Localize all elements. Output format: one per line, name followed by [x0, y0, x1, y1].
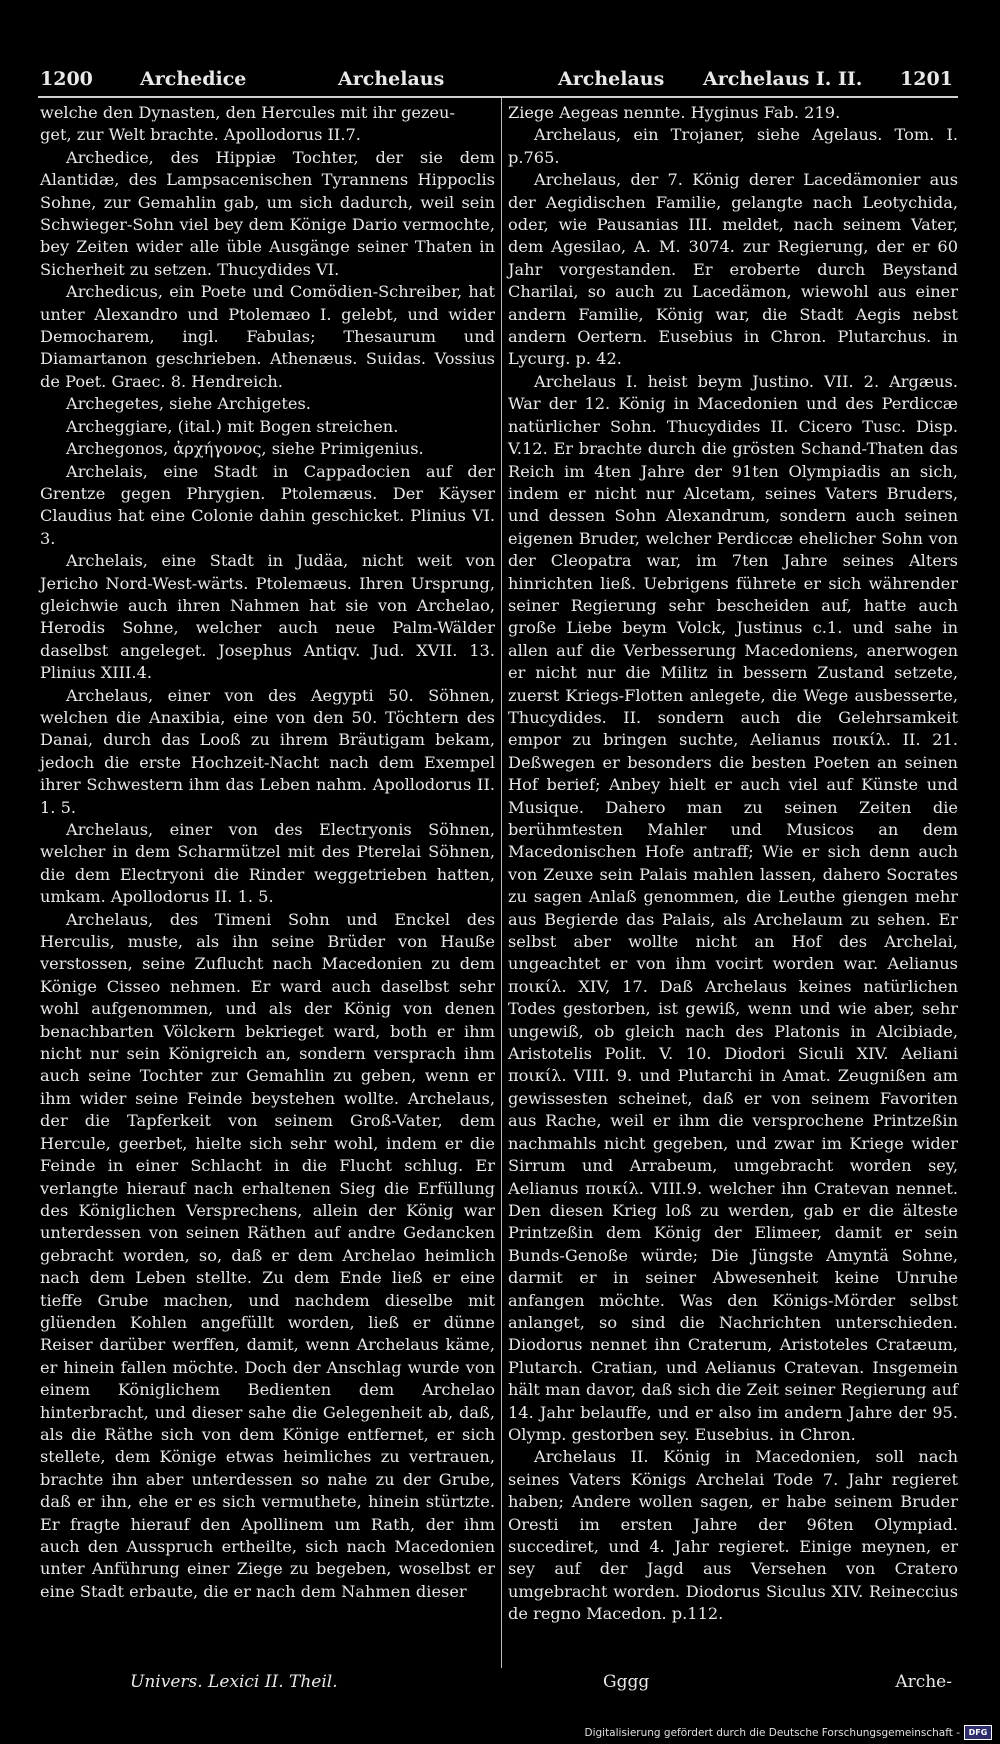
- entry-archelaus-electryonis: Archelaus, einer von des Electryonis Söhnen, welcher in dem Scharmützel mit des Pterelai Söhnen, die dem Electryoni die Rinder weggetrieben hatten, umkam. Apollodorus II. 1. 5.: [40, 820, 495, 907]
- running-header: [38, 62, 958, 96]
- page-footer: [38, 1672, 958, 1698]
- header-word-1: Archedice: [140, 68, 247, 90]
- left-column: [40, 102, 495, 1603]
- entry-archelaus-ii: Archelaus II. König in Macedonien, soll nach seines Vaters Königs Archelai Tode 7. Jahr regieret haben; Andere wollen sagen, er habe seinem Bruder Oresti im ersten Jahre der 96ten Olympiad. succediret, und 4. Jahr regieret. Einige meynen, er sey auf der Jagd aus Versehen von Cratero umgebracht worden. Diodorus Siculus XIV. Reineccius de regno Macedon. p.112.: [508, 1447, 958, 1624]
- entry-paragraph: welche den Dynasten, den Hercules mit ihr gezeu-: [40, 103, 455, 122]
- signature-line: Univers. Lexici II. Theil.: [130, 1672, 338, 1692]
- entry-archelaus-i: Archelaus I. heist beym Justino. VII. 2. Argæus. War der 12. König in Macedonien und des Perdiccæ natürlicher Sohn. Thucydides II. Cicero Tusc. Disp. V.12. Er brachte durch die grösten Schand-Thaten das Reich im 4ten Jahre der 91ten Olympiadis an sich, indem er nicht nur Alcetam, seines Vaters Bruders, und dessen Sohn Alexandrum, sondern auch seinen eigenen Bruder, welcher Perdiccæ ehelicher Sohn von der Cleopatra war, im 7ten Jahre seines Alters hinrichten ließ. Uebrigens führete er sich währender seiner Regierung sehr bescheiden auf, hatte auch große Liebe beym Volck, Justinus c.1. und sahe in allen auf die Verbesserung Macedoniens, anerwogen er nicht nur die Militz in bessern Zustand setzete, zuerst Kriegs-Flotten anlegete, die Wege ausbesserte, Thucydides. II. sondern auch die Gelehrsamkeit empor zu bringen suchte, Aelianus ποικίλ. II. 21. Deßwegen er besonders die besten Poeten an seinen Hof berief; Anbey hielt er auch viel auf Künste und Musique. Dahero man zu seinen Zeiten die berühmtesten Mahler und Musicos an dem Macedonischen Hofe antraff; Wie er sich denn auch von Zeuxe sein Palais mahlen lassen, dahero Socrates zu sagen Anlaß genommen, die Leuthe giengen mehr aus Begierde das Palais, als Archelaum zu sehen. Er selbst aber wollte nicht an Hof des Archelai, ungeachtet er von ihm vocirt worden war. Aelianus ποικίλ. XIV, 17. Daß Archelaus keines natürlichen Todes gestorben, ist gewiß, wenn und wie aber, sehr ungewiß, ob gleich nach des Platonis in Alcibiade, Aristotelis Polit. V. 10. Diodori Siculi XIV. Aeliani ποικίλ. VIII. 9. und Plutarchi in Amat. Zeugnißen am gewissesten scheinet, daß er von seinem Favoriten aus Rache, weil er ihm die versprochene Printzeßin nachmahls nicht gegeben, und zwar im Kriege wider Sirrum und Arrabeum, umgebracht worden sey, Aelianus ποικίλ. VIII.9. welcher ihn Cratevan nennet. Den diesen Krieg loß zu werden, gab er die älteste Printzeßin dem König der Elimeer, damit er sein Bunds-Genoße würde; Die Jüngste Amyntä Sohne, darmit er in seiner Abwesenheit keine Unruhe anfangen möchte. Was den Königs-Mörder selbst anlanget, so sind die Nachrichten unterschieden. Diodorus nennet ihn Craterum, Aristoteles Cratæum, Plutarch. Cratian, und Aelianus Cratevan. Insgemein hält man davor, daß sich die Zeit seiner Regierung auf 14. Jahr belauffe, und er also im andern Jahre der 95. Olymp. gestorben sey. Eusebius. in Chron.: [508, 371, 958, 1444]
- entry-archedice: Archedice, des Hippiæ Tochter, der sie dem Alantidæ, des Lampsacenischen Tyrannens Hippoclis Sohne, zur Gemahlin gab, um sich dadurch, weil sein Schwieger-Sohn viel bey dem Könige Dario vermochte, bey Zeiten wider alle üble Ausgänge seiner Thaten in Sicherheit zu setzen. Thucydides VI.: [40, 147, 495, 279]
- page-number-right: 1201: [900, 68, 953, 90]
- entry-archedicus: Archedicus, ein Poete und Comödien-Schreiber, hat unter Alexandro und Ptolemæo I. gelebt, und wider Democharem, ingl. Fabulas; Thesaurum und Diamartanon geschrieben. Athenæus. Suidas. Vossius de Poet. Graec. 8. Hendreich.: [40, 282, 495, 391]
- entry-archegetes: Archegetes, siehe Archigetes.: [66, 394, 311, 414]
- catchword: Arche-: [895, 1672, 952, 1692]
- dfg-logo-icon: DFG: [964, 1725, 992, 1740]
- right-column: [508, 102, 958, 1626]
- header-rule: [38, 96, 958, 98]
- entry-archelais-cappadocia: Archelais, eine Stadt in Cappadocien auf der Grentze gegen Phrygien. Ptolemæus. Der Käyser Claudius hat eine Colonie dahin geschicket. Plinius VI. 3.: [40, 461, 495, 548]
- header-word-4: Archelaus I. II.: [703, 68, 863, 90]
- entry-archelais-judaea: Archelais, eine Stadt in Judäa, nicht weit von Jericho Nord-West-wärts. Ptolemæus. Ihren Ursprung, gleichwie auch ihren Nahmen hat sie von Archelao, Herodis Sohne, welcher auch neue Palm-Wälder daselbst angeleget. Josephus Antiqv. Jud. XVII. 13. Plinius XIII.4.: [40, 551, 495, 683]
- header-word-2: Archelaus: [338, 68, 445, 90]
- entry-archelaus-trojaner: Archelaus, ein Trojaner, siehe Agelaus. Tom. I. p.765.: [508, 125, 958, 167]
- entry-archelaus-aegypti: Archelaus, einer von des Aegypti 50. Söhnen, welchen die Anaxibia, eine von den 50. Töchtern des Danai, durch das Looß zu ihrem Bräutigam bekam, jedoch die erste Hochzeit-Nacht nach dem Exempel ihrer Schwestern ihm das Leben nahm. Apollodorus II. 1. 5.: [40, 685, 495, 817]
- entry-archelaus-lacedaemon: Archelaus, der 7. König derer Lacedämonier aus der Aegidischen Familie, gelangte nach Leotychida, oder, wie Pausanias III. meldet, nach seinem Vater, dem Agesilao, A. M. 3074. zur Regierung, der er 60 Jahr vorgestanden. Er eroberte durch Beystand Charilai, so auch zu Lacedämon, wiewohl aus einer andern Familie, König war, die Stadt Aegis nebst andern Oertern. Eusebius in Chron. Plutarchus. in Lycurg. p. 42.: [508, 170, 958, 369]
- sheet-mark: Gggg: [603, 1672, 650, 1692]
- header-word-3: Archelaus: [558, 68, 665, 90]
- entry-archelaus-timeni: Archelaus, des Timeni Sohn und Enckel des Herculis, muste, als ihn seine Brüder von Hauße verstossen, seine Zuflucht nach Macedonien zu dem Könige Cisseo nehmen. Er ward auch daselbst sehr wohl aufgenommen, und als der König von denen benachbarten Völckern bekrieget ward, both er ihm nicht nur sein Königreich an, sondern versprach ihm auch seine Tochter zur Gemahlin zu geben, wenn er ihm wider seine Feinde beystehen wollte. Archelaus, der die Tapferkeit von seinem Groß-Vater, dem Hercule, geerbet, hielte sich sehr wohl, indem er die Feinde in einer Schlacht in die Flucht schlug. Er verlangte hierauf nach erhaltenen Sieg die Erfüllung des Königlichen Versprechens, allein der König war unterdessen von seinen Räthen auf andre Gedancken gebracht worden, so, daß er dem Archelao heimlich nach dem Leben stellte. Zu dem Ende ließ er eine tieffe Grube machen, und nachdem dieselbe mit glüenden Kohlen angefüllt worden, ließ er dünne Reiser darüber werffen, damit, wenn Archelaus käme, er hinein fallen möchte. Doch der Anschlag wurde von einem Königlichem Bedienten dem Archelao hinterbracht, und dieser sahe die Gelegenheit ab, daß, als die Räthe sich von dem Könige entfernet, er sich stellete, dem Könige etwas heimliches zu vertrauen, brachte ihn aber unterdessen so nahe zu der Grube, daß er ihn, ehe er es sich vermuthete, hinein stürtzte. Er fragte hierauf den Apollinem um Rath, der ihm auch den Ausspruch ertheilte, sich nach Macedonien unter Anführung einer Ziege zu begeben, woselbst er eine Stadt erbaute, die er nach dem Nahmen dieser: [40, 909, 495, 1601]
- page-number-left: 1200: [40, 68, 93, 90]
- digitization-credit: [584, 1725, 992, 1740]
- entry-archegonos: Archegonos, ἀρχήγονος, siehe Primigenius.: [66, 439, 424, 459]
- credit-text: Digitalisierung gefördert durch die Deutsche Forschungsgemeinschaft -: [584, 1726, 960, 1739]
- entry-paragraph: Ziege Aegeas nennte. Hyginus Fab. 219.: [508, 103, 841, 122]
- entry-paragraph: get, zur Welt brachte. Apollodorus II.7.: [40, 125, 361, 145]
- entry-archeggiare: Archeggiare, (ital.) mit Bogen streichen.: [66, 416, 399, 436]
- column-divider: [501, 98, 502, 1668]
